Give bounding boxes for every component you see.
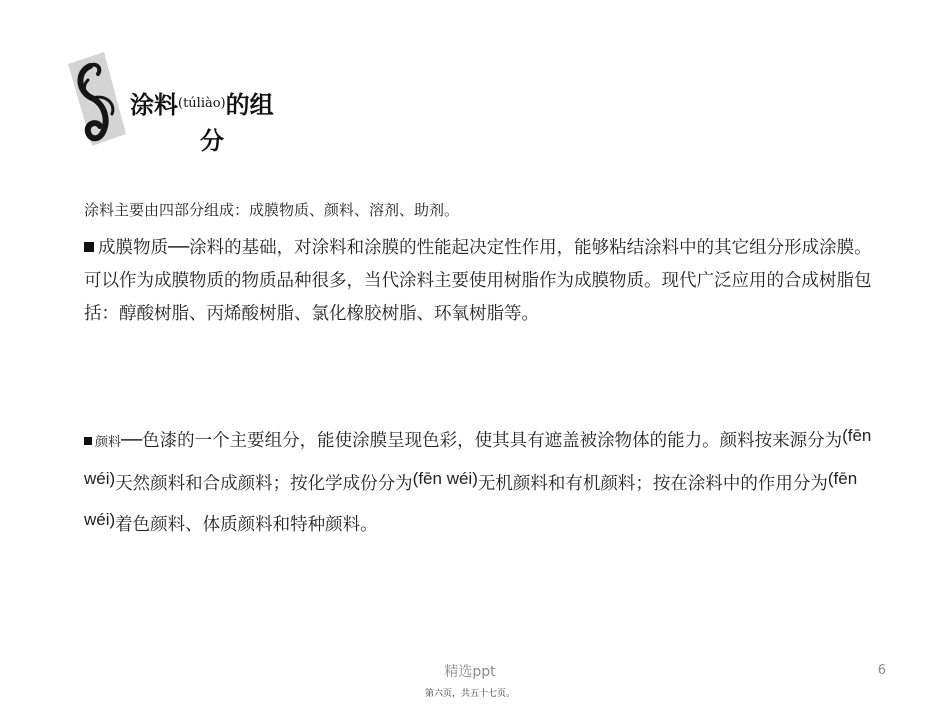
footer-page-info: 第六页，共五十七页。 xyxy=(424,689,515,699)
pigment-text-2: 天然颜料和合成颜料；按化学成份分为 xyxy=(115,474,413,494)
title-text-part2: 的组 xyxy=(225,90,274,119)
film-forming-text: 成膜物质──涂料的基础，对涂料和涂膜的性能起决定性作用，能够粘结涂料中的其它组分形成涂膜。可以作为成膜物质的物质品种很多，当代涂料主要使用树脂作为成膜物质。现代广泛应用的合成树脂包括：醇酸树脂、丙烯酸树脂、氯化橡胶树脂、环氧树脂等。 xyxy=(84,238,872,324)
pigment-text-4: 着色颜料、体质颜料和特种颜料。 xyxy=(115,515,378,535)
pigment-text-1: ──色漆的一个主要组分，能使涂膜呈现色彩，使其具有遮盖被涂物体的能力。颜料按来源分为 xyxy=(121,431,843,451)
title-text-part1: 涂料 xyxy=(130,90,178,119)
pigment-text-3: 无机颜料和有机颜料；按在涂料中的作用分为 xyxy=(477,474,828,494)
title-text-line2: 分 xyxy=(200,126,224,155)
pinyin-annotation: (fēn wéi) xyxy=(412,469,478,488)
title-pinyin: (túliào) xyxy=(178,96,226,111)
page-number: 6 xyxy=(877,663,886,678)
scroll-ornament-icon xyxy=(66,50,128,146)
pigment-term: 颜料 xyxy=(95,435,122,450)
film-forming-paragraph xyxy=(84,232,874,331)
slide-title xyxy=(130,86,330,159)
footer-label: 精选ppt xyxy=(444,664,496,680)
pinyin-annotation: (fēn wéi) xyxy=(84,426,872,488)
pigment-paragraph xyxy=(84,418,874,543)
pinyin-annotation: (fēn wéi) xyxy=(84,469,858,529)
square-bullet-icon xyxy=(84,242,94,252)
square-bullet-icon xyxy=(84,437,92,445)
intro-text: 涂料主要由四部分组成：成膜物质、颜料、溶剂、助剂。 xyxy=(84,201,460,219)
